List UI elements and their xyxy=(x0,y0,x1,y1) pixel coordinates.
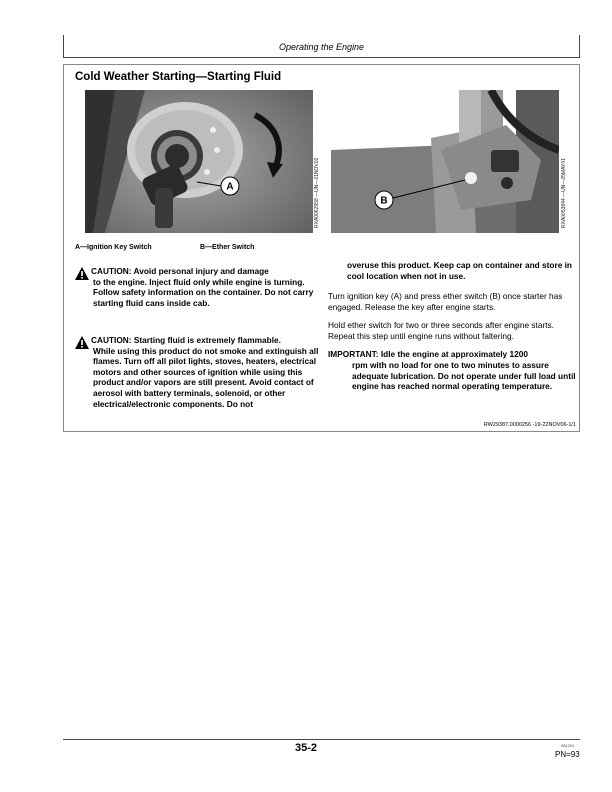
page-number: 35-2 xyxy=(294,742,318,754)
caution-body: While using this product do not smoke and extinguish all flames. Turn off all pilot lights, stoves, heaters, electrical motors and other sources of ignition while using this product and/or vapors are still present. Avoid contact of aerosol with battery terminals, solenoid, or other electrical/electronic components. Do not xyxy=(93,345,319,409)
caption-ignition-key-switch: A—Ignition Key Switch xyxy=(75,244,152,251)
caution-body: to the engine. Inject fluid only while engine is turning. Follow safety information on the container. Do not carry starting fluid cans inside cab. xyxy=(93,276,314,308)
caution-heading: CAUTION: Avoid personal injury and damage xyxy=(91,266,269,276)
figure-b-id: RXA0053844 —UN—25MAY01 xyxy=(561,158,567,228)
footer-code: 081201 xyxy=(561,743,575,748)
page-header-title: Operating the Engine xyxy=(278,42,365,52)
figure-a-id: RXA0062958 —UN—21NOV02 xyxy=(314,157,320,228)
instruction-paragraph: Turn ignition key (A) and press ether switch (B) once starter has engaged. Release the key after engine starts. xyxy=(328,291,563,312)
caption-ether-switch: B—Ether Switch xyxy=(200,244,255,251)
header-rule xyxy=(63,57,580,58)
footer-rule xyxy=(63,739,580,740)
important-note xyxy=(328,349,576,392)
reference-code: RW29387,0000256 -19-22NOV06-1/1 xyxy=(483,422,576,428)
warning-triangle-icon xyxy=(75,267,89,280)
callout-a-label: A xyxy=(226,181,234,193)
warning-triangle-icon xyxy=(75,336,89,349)
ether-switch-photo xyxy=(331,90,559,233)
caution-heading: CAUTION: Starting fluid is extremely flammable. xyxy=(91,335,281,345)
instruction-paragraph: Hold ether switch for two or three seconds after engine starts. Repeat this step until engine runs without faltering. xyxy=(328,320,554,341)
section-title: Cold Weather Starting—Starting Fluid xyxy=(75,71,282,83)
ignition-key-switch-photo xyxy=(85,90,313,233)
important-heading: IMPORTANT: Idle the engine at approximately 1200 xyxy=(328,349,528,359)
callout-b-label: B xyxy=(380,195,388,207)
caution-continuation: overuse this product. Keep cap on container and store in cool location when not in use. xyxy=(347,260,572,281)
footer-pn: PN=93 xyxy=(555,750,580,759)
important-body: rpm with no load for one to two minutes to assure adequate lubrication. Do not operate under full load until engine has reached normal operating temperature. xyxy=(352,359,576,392)
